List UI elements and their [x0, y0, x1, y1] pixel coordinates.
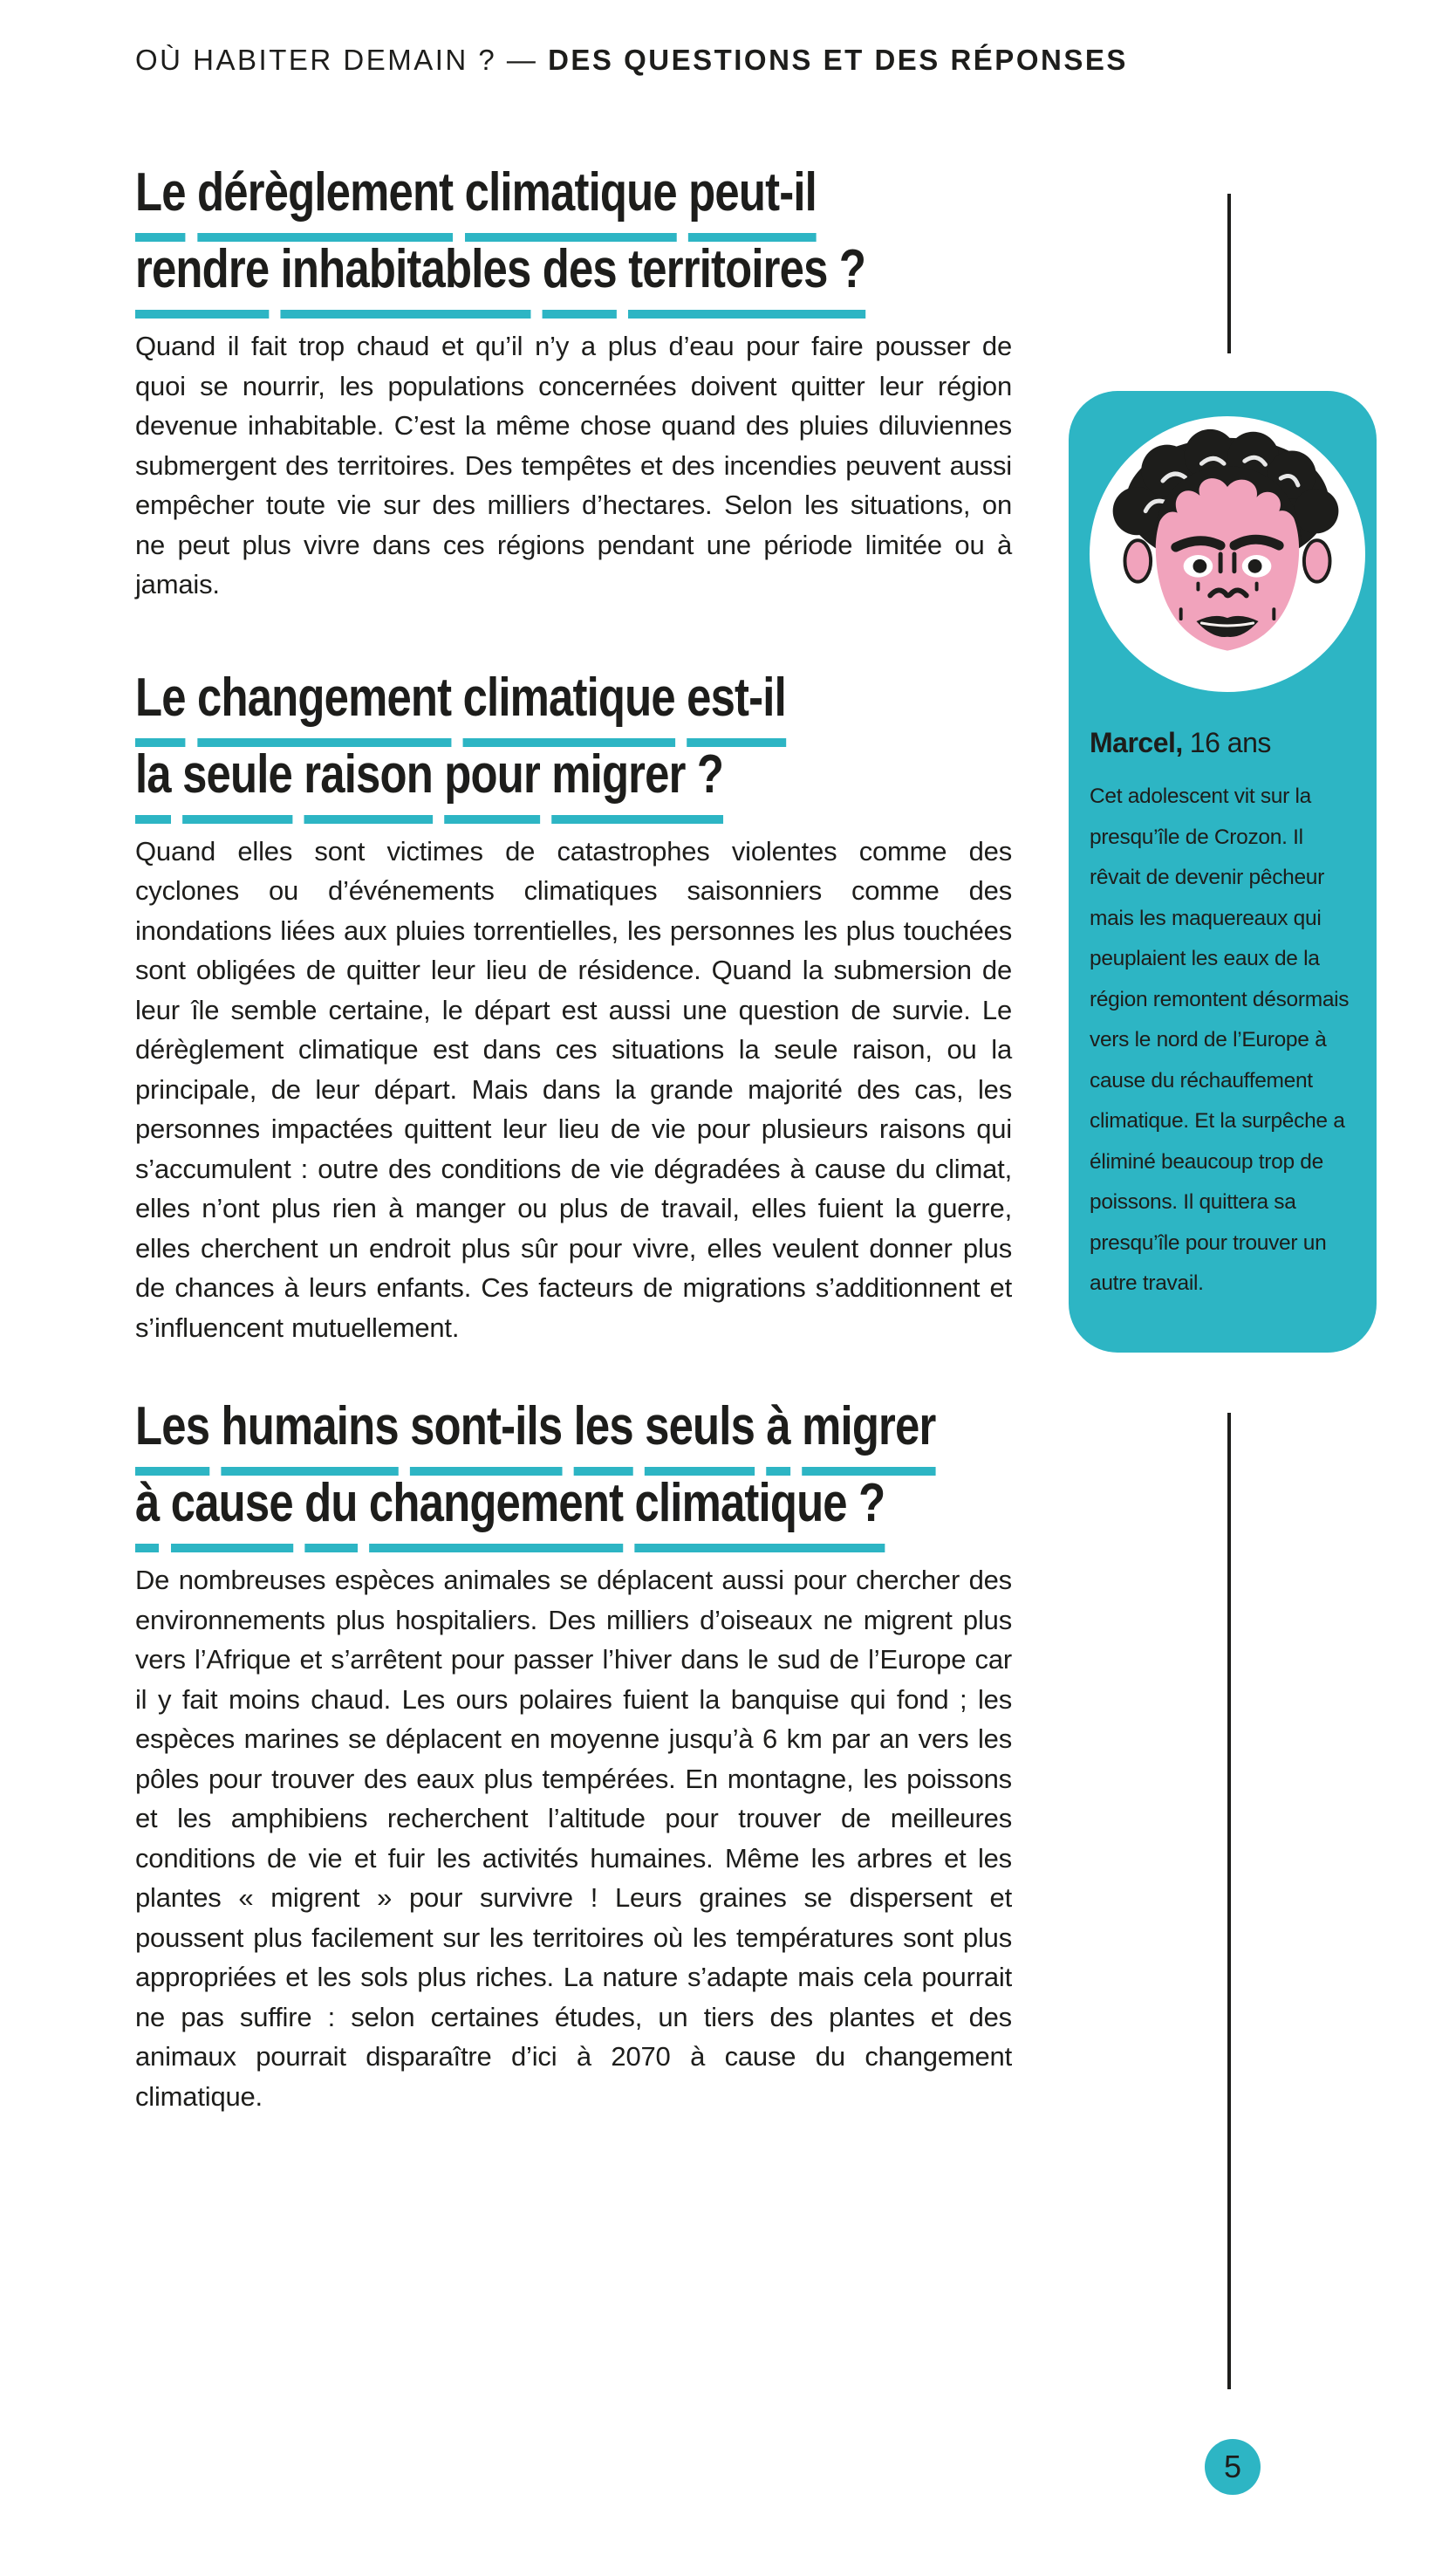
answer-paragraph-1: Quand il fait trop chaud et qu’il n’y a plus d’eau pour faire pousser de quoi se nourrir, les populations concernées doivent quitter leur région devenue inhabitable. C’est la même chose quand des pluies diluviennes submergent des territoires. Des tempêtes et des incendies peuvent aussi empêcher toute vie sur des milliers d’hectares. Selon les situations, on ne peut plus vivre dans ces régions pendant une période limitée ou à jamais. — [135, 331, 1012, 599]
heading-line: rendre inhabitables des territoires ? — [135, 243, 854, 297]
question-heading-1 — [135, 162, 866, 299]
vertical-rule-top — [1227, 194, 1231, 353]
marcel-portrait-illustration — [1090, 416, 1365, 692]
running-head-subtitle: DES QUESTIONS ET DES RÉPONSES — [548, 44, 1128, 76]
heading-line: Le changement climatique est-il — [135, 671, 854, 725]
heading-line: la seule raison pour migrer ? — [135, 748, 854, 802]
answer-paragraph-2: Quand elles sont victimes de catastrophes violentes comme des cyclones ou d’événements climatiques saisonniers comme des inondations liées aux pluies torrentielles, les personnes les plus touchées sont obligées de quitter leur lieu de résidence. Quand la submersion de leur île semble certaine, le départ est aussi une question de survie. Le dérèglement climatique est dans ces situations la seule raison, ou la principale, de leur départ. Mais dans la grande majorité des cas, les personnes impactées quittent leur lieu de vie pour plusieurs raisons qui s’accumulent : outre des conditions de vie dégradées à cause du climat, elles n’ont plus rien à manger ou plus de travail, elles fuient la guerre, elles cherchent un endroit plus sûr pour vivre, elles veulent donner plus de chances à leurs enfants. Ces facteurs de migrations s’additionnent et s’influencent mutuellement. — [135, 835, 1012, 1343]
main-text-column — [135, 0, 1012, 2116]
vertical-rule-bottom — [1227, 1413, 1231, 2389]
profile-name: Marcel, — [1090, 727, 1183, 758]
profile-bio: Cet adolescent vit sur la presqu’île de Crozon. Il rêvait de devenir pêcheur mais les maquereaux qui peuplaient les eaux de la région remontent désormais vers le nord de l’Europe à cause du réchauffement climatique. Et la surpêche a éliminé beaucoup trop de poissons. Il quittera sa presqu’île pour trouver un autre travail. — [1090, 784, 1350, 1295]
profile-name-line — [1090, 727, 1356, 759]
heading-line: Le dérèglement climatique peut-il — [135, 166, 854, 220]
question-heading-2 — [135, 667, 854, 805]
heading-line: Les humains sont-ils les seuls à migrer — [135, 1400, 854, 1454]
running-head-series: OÙ HABITER DEMAIN ? — — [135, 44, 549, 76]
section-raison-migrer — [135, 667, 1012, 1348]
profile-age: 16 ans — [1189, 727, 1271, 758]
answer-paragraph-3: De nombreuses espèces animales se déplacent aussi pour chercher des environnements plus hospitaliers. Des milliers d’oiseaux ne migrent plus vers l’Afrique et s’arrêtent pour passer l’hiver dans le sud de l’Europe car il y fait moins chaud. Les ours polaires fuient la banquise qui fond ; les espèces marines se déplacent en moyenne jusqu’à 6 km par an vers les pôles pour trouver des eaux plus tempérées. En montagne, les poissons et les amphibiens recherchent l’altitude pour trouver de meilleures conditions de vie et fuir les activités humaines. Même les arbres et les plantes « migrent » pour survivre ! Leurs graines se dispersent et poussent plus facilement sur les territoires où les températures sont plus appropriées et les sols plus riches. La nature s’adapte mais cela pourrait ne pas suffire : selon certaines études, un tiers des plantes et des animaux pourrait disparaître d’ici à 2070 à cause du changement climatique. — [135, 1565, 1012, 2112]
page-number-badge — [1205, 2439, 1261, 2495]
page-number: 5 — [1223, 2449, 1242, 2484]
profile-card-marcel — [1069, 391, 1377, 1353]
question-heading-3 — [135, 1396, 936, 1533]
heading-line: à cause du changement climatique ? — [135, 1476, 854, 1531]
section-especes-animales — [135, 1396, 1012, 2116]
section-territoires — [135, 162, 1012, 605]
avatar — [1090, 416, 1365, 692]
